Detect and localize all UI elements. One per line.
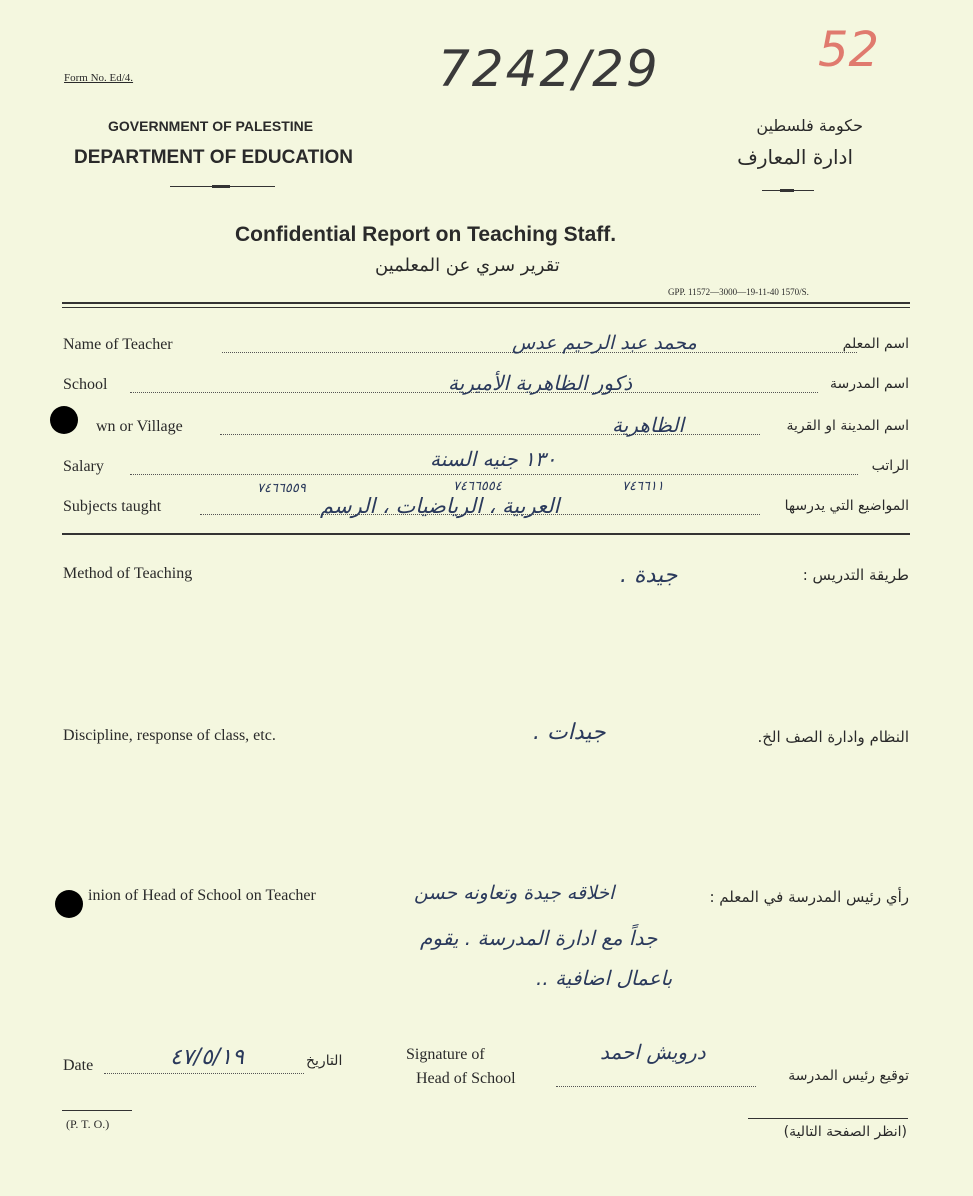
town-label-ar: اسم المدينة او القرية [786,418,909,434]
name-value: محمد عبد الرحيم عدس [512,332,697,354]
signature-label-1: Signature of [406,1046,485,1063]
report-title-ar: تقرير سري عن المعلمين [375,255,560,276]
file-number: 7242/29 [438,40,660,98]
next-page-note: (انظر الصفحة التالية) [783,1124,907,1140]
opinion-label-ar: رأي رئيس المدرسة في المعلم : [709,888,909,906]
subject-code-2: ٧٤٦٦٥٥٤ [453,479,502,494]
subject-code-1: ٧٤٦٦١١ [622,479,664,494]
discipline-label-ar: النظام وادارة الصف الخ. [757,728,909,746]
method-label-en: Method of Teaching [63,565,193,582]
subject-code-3: ٧٤٦٦٥٥٩ [257,481,306,496]
dept-title-ar: ادارة المعارف [737,145,853,169]
name-label-ar: اسم المعلم [842,336,909,352]
method-value: جيدة . [620,563,678,588]
gov-title-en: GOVERNMENT OF PALESTINE [108,118,314,134]
opinion-line-1: اخلاقه جيدة وتعاونه حسن [414,882,615,904]
signature-label-2: Head of School [416,1070,516,1087]
opinion-label-en: inion of Head of School on Teacher [88,887,316,904]
print-code: GPP. 11572—3000—19-11-40 1570/S. [668,287,809,297]
form-number: Form No. Ed/4. [64,72,134,84]
discipline-label-en: Discipline, response of class, etc. [63,727,276,744]
opinion-line-2: جداً مع ادارة المدرسة . يقوم [420,926,658,950]
discipline-value: جيدات . [533,720,606,745]
town-label-en: wn or Village [96,418,183,435]
date-label-en: Date [63,1057,94,1074]
subjects-value: العربية ، الرياضيات ، الرسم [320,494,560,518]
signature-value: درويش احمد [600,1040,706,1064]
pto-label: (P. T. O.) [66,1117,110,1131]
gov-title-ar: حكومة فلسطين [756,116,863,135]
name-label-en: Name of Teacher [63,336,173,353]
school-value: ذكور الظاهرية الأميرية [448,371,633,395]
method-label-ar: طريقة التدريس : [802,566,909,584]
salary-value: ١٣٠ جنيه السنة [430,447,557,471]
school-label-en: School [63,376,108,393]
town-value: الظاهرية [612,413,685,437]
punch-hole-top [50,406,78,434]
salary-label-en: Salary [63,458,104,475]
salary-label-ar: الراتب [871,458,909,474]
dept-title-en: DEPARTMENT OF EDUCATION [74,147,354,168]
subjects-label-en: Subjects taught [63,498,162,515]
school-label-ar: اسم المدرسة [830,376,909,392]
date-label-ar: التاريخ [306,1053,343,1069]
punch-hole-bottom [55,890,83,918]
page-number: 52 [818,22,880,78]
date-value: ٤٧/٥/١٩ [170,1045,244,1070]
signature-label-ar: توقيع رئيس المدرسة [788,1068,909,1084]
report-title-en: Confidential Report on Teaching Staff. [235,223,617,246]
subjects-label-ar: المواضيع التي يدرسها [784,498,909,514]
opinion-line-3: باعمال اضافية .. [536,966,673,990]
